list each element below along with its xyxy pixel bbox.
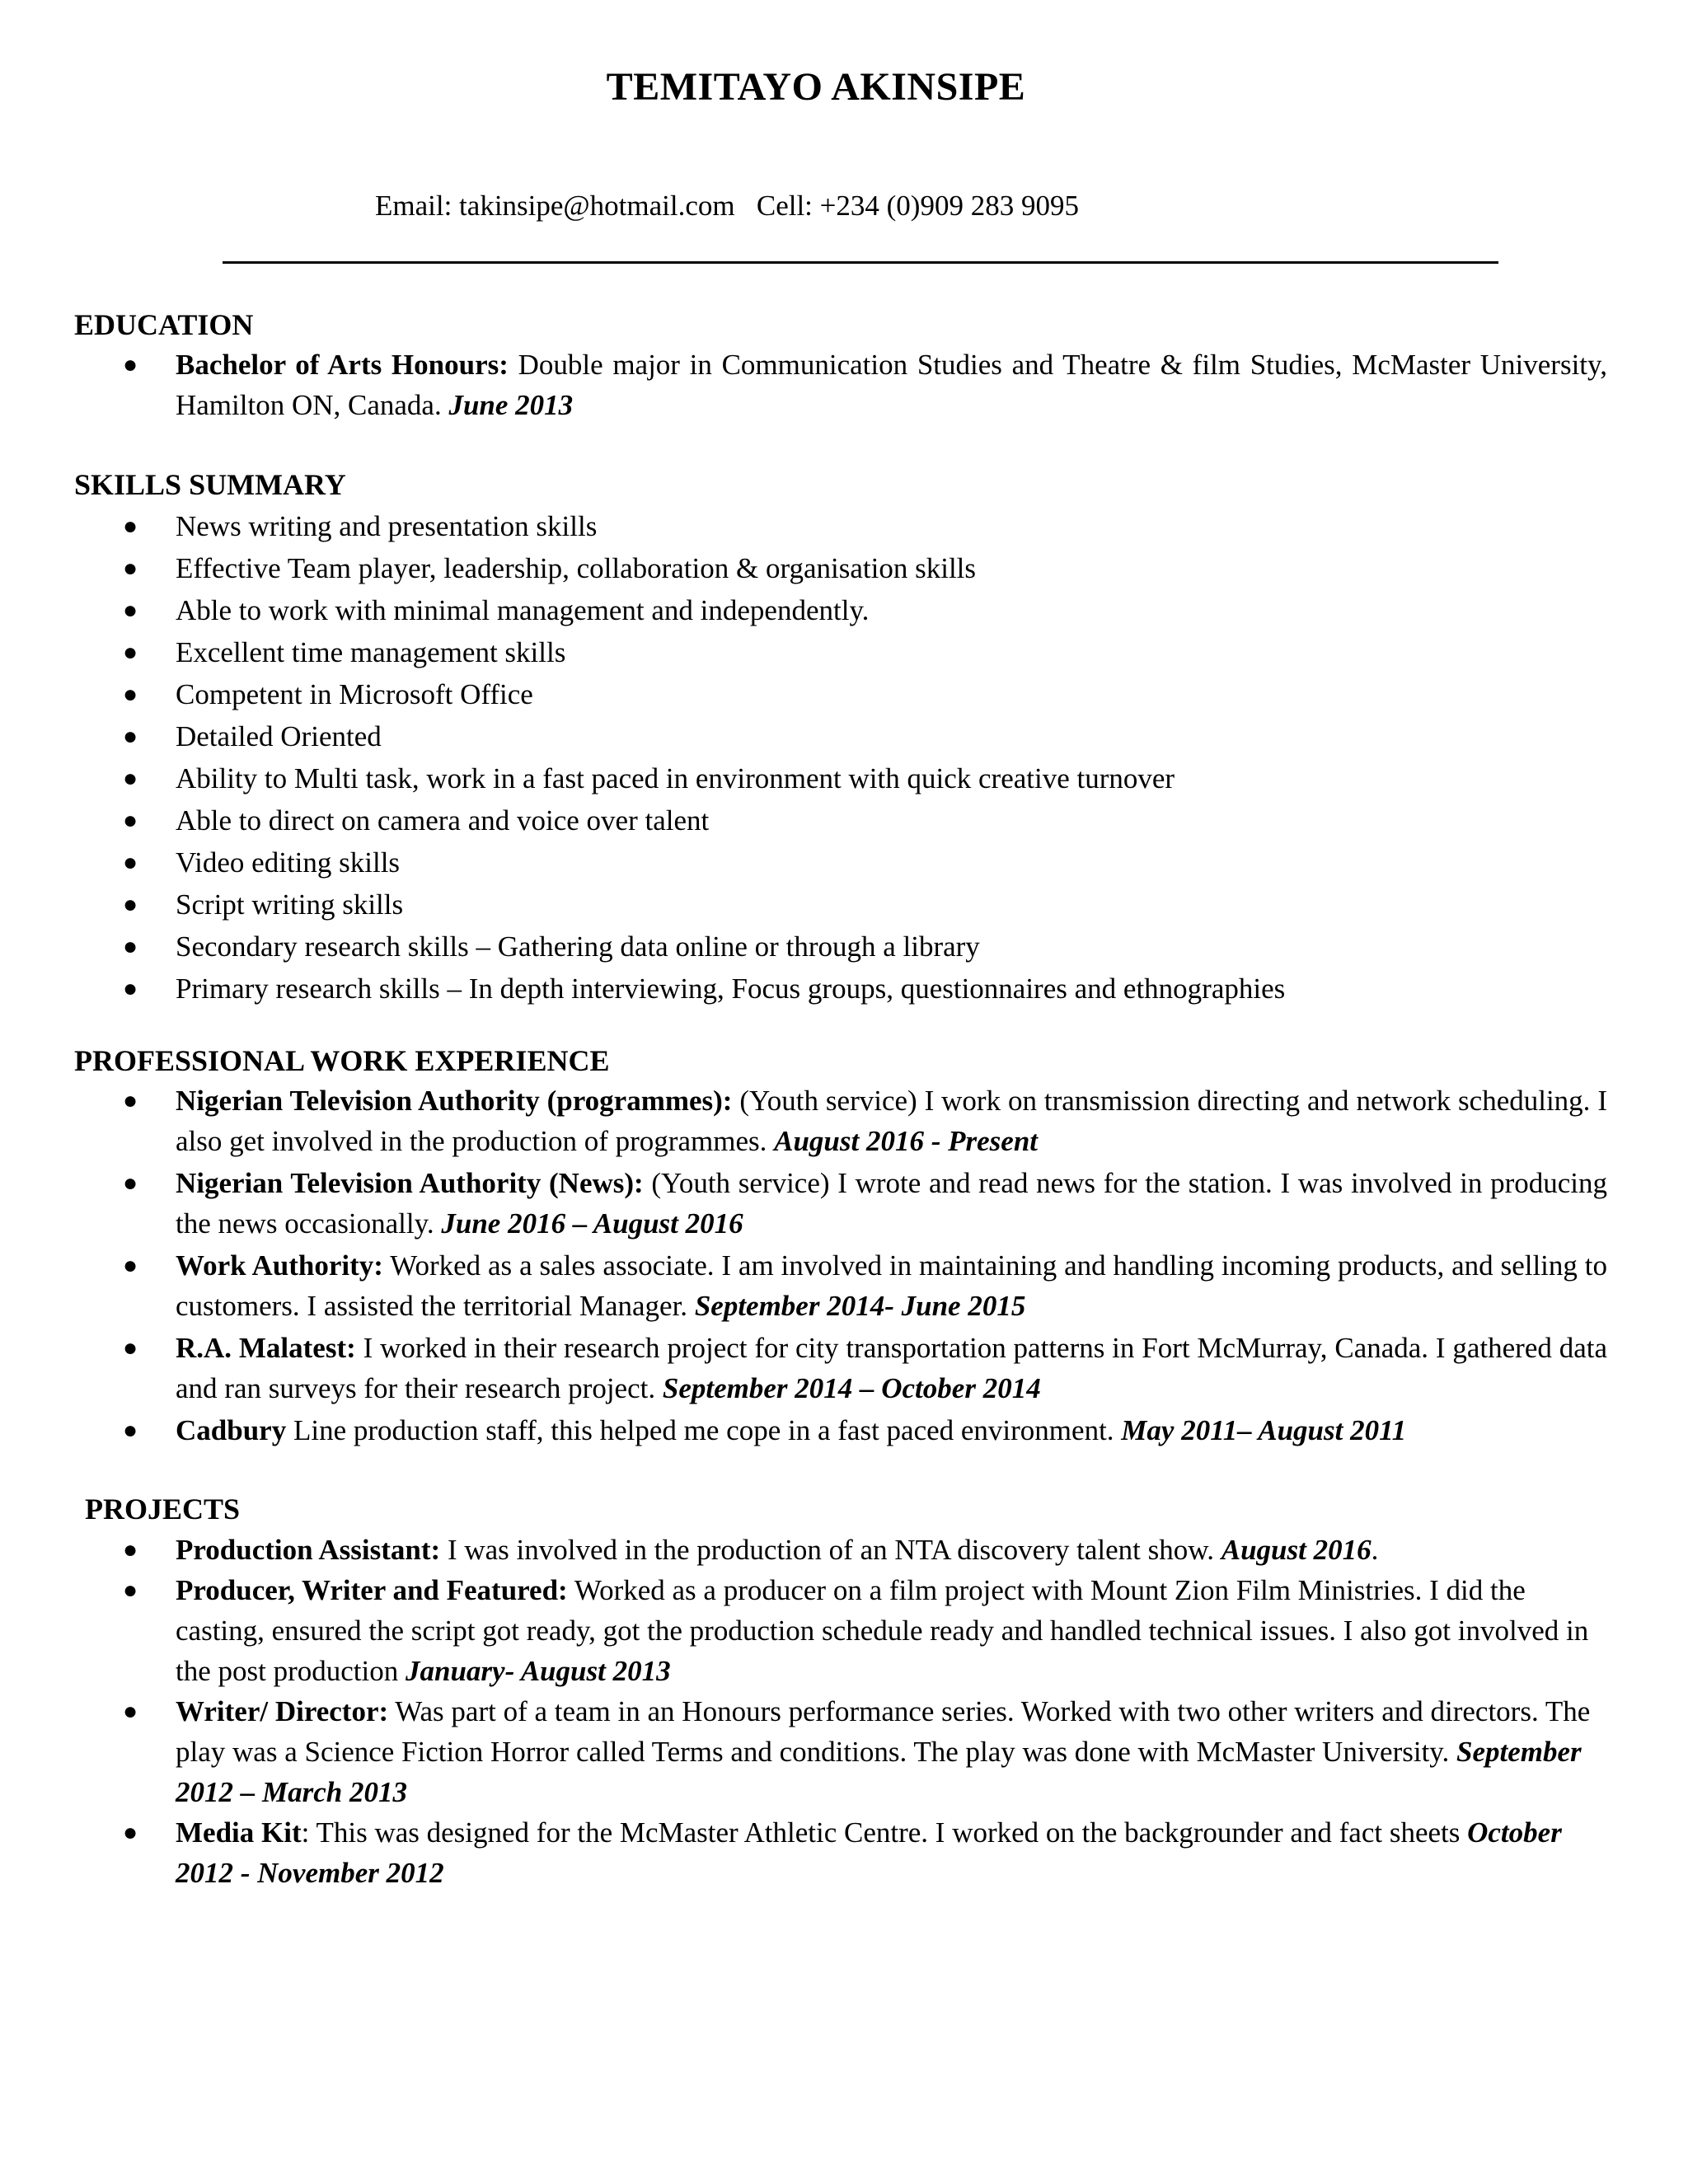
- item-date: June 2013: [448, 389, 574, 421]
- header-divider: [223, 261, 1498, 264]
- bullet-icon: ●: [123, 555, 138, 582]
- skill-item: [0, 632, 1607, 674]
- item-date: August 2016 - Present: [774, 1125, 1039, 1157]
- skills-list: [0, 506, 1688, 1010]
- skill-text: Primary research skills – In depth interviewing, Focus groups, questionnaires and ethnographies: [176, 972, 1286, 1005]
- skill-item: [0, 884, 1607, 926]
- item-text: Worked as a sales associate. I am involved in maintaining and handling incoming products, and selling to customers. I assisted the territorial Manager.: [176, 1249, 1608, 1322]
- bullet-icon: ●: [123, 1698, 138, 1725]
- skill-text: Detailed Oriented: [176, 720, 382, 752]
- skills-heading: SKILLS SUMMARY: [74, 468, 346, 501]
- experience-item: [0, 1163, 1607, 1244]
- project-item: [0, 1691, 1607, 1812]
- projects-heading: PROJECTS: [85, 1493, 241, 1526]
- bullet-icon: ●: [123, 351, 138, 378]
- skill-text: Ability to Multi task, work in a fast paced in environment with quick creative turnover: [176, 762, 1175, 794]
- item-title: Work Authority:: [176, 1249, 383, 1282]
- skill-text: Able to direct on camera and voice over talent: [176, 804, 710, 837]
- item-text: (Youth service) I wrote and read news for the station. I was involved in producing the news occasionally.: [176, 1167, 1607, 1240]
- skill-item: [0, 674, 1607, 716]
- skill-item: [0, 590, 1607, 632]
- skill-text: Script writing skills: [176, 888, 404, 921]
- item-after: .: [1371, 1534, 1379, 1566]
- experience-list: [0, 1080, 1688, 1452]
- skill-text: News writing and presentation skills: [176, 510, 598, 542]
- item-date: June 2016 – August 2016: [441, 1207, 743, 1240]
- bullet-icon: ●: [123, 849, 138, 876]
- bullet-icon: ●: [123, 975, 138, 1002]
- bullet-icon: ●: [123, 639, 138, 666]
- applicant-name: TEMITAYO AKINSIPE: [606, 65, 1026, 109]
- item-text: (Youth service) I work on transmission directing and network scheduling. I also get involved in the production of programmes.: [176, 1085, 1607, 1157]
- skill-item: [0, 926, 1607, 968]
- item-date: January- August 2013: [406, 1655, 671, 1687]
- bullet-icon: ●: [123, 807, 138, 834]
- item-text: : This was designed for the McMaster Athletic Centre. I worked on the backgrounder and fact sheets: [301, 1816, 1468, 1849]
- skill-item: [0, 548, 1607, 590]
- experience-item: [0, 1328, 1607, 1408]
- item-text: I was involved in the production of an NTA discovery talent show.: [440, 1534, 1221, 1566]
- skill-item: [0, 506, 1607, 548]
- item-title: Bachelor of Arts Honours:: [176, 349, 509, 381]
- skill-item: [0, 716, 1607, 758]
- education-item: [0, 344, 1607, 425]
- bullet-icon: ●: [123, 891, 138, 918]
- item-date: October 2012 - November 2012: [176, 1816, 1562, 1889]
- item-text: Worked as a producer on a film project with Mount Zion Film Ministries. I did the casting, ensured the script got ready, got the production schedule ready and handled technical issues. I also got involved in the post production: [176, 1574, 1589, 1687]
- skill-item: [0, 800, 1607, 842]
- bullet-icon: ●: [123, 933, 138, 960]
- skill-text: Able to work with minimal management and independently.: [176, 594, 870, 626]
- skill-item: [0, 842, 1607, 884]
- item-title: Nigerian Television Authority (News):: [176, 1167, 644, 1199]
- item-date: May 2011– August 2011: [1121, 1414, 1407, 1446]
- item-date: August 2016: [1221, 1534, 1372, 1566]
- item-text: Line production staff, this helped me cope in a fast paced environment.: [286, 1414, 1122, 1446]
- experience-item: [0, 1080, 1607, 1161]
- item-text: Was part of a team in an Honours performance series. Worked with two other writers and directors. The play was a Science Fiction Horror called Terms and conditions. The play was done with McMaster University.: [176, 1695, 1591, 1768]
- item-title: R.A. Malatest:: [176, 1332, 356, 1364]
- skill-item: [0, 968, 1607, 1010]
- project-item: [0, 1570, 1607, 1691]
- skill-item: [0, 758, 1607, 800]
- bullet-icon: ●: [123, 1417, 138, 1444]
- experience-item: [0, 1245, 1607, 1326]
- skill-text: Excellent time management skills: [176, 636, 566, 668]
- project-item: [0, 1530, 1607, 1570]
- item-title: Media Kit: [176, 1816, 302, 1849]
- bullet-icon: ●: [123, 1577, 138, 1604]
- item-text: Double major in Communication Studies and Theatre & film Studies, McMaster University, Hamilton ON, Canada.: [176, 349, 1607, 421]
- item-title: Writer/ Director:: [176, 1695, 389, 1727]
- item-date: September 2014 – October 2014: [662, 1372, 1041, 1404]
- skill-text: Video editing skills: [176, 846, 401, 879]
- bullet-icon: ●: [123, 1169, 138, 1197]
- item-title: Producer, Writer and Featured:: [176, 1574, 568, 1606]
- experience-heading: PROFESSIONAL WORK EXPERIENCE: [74, 1044, 610, 1077]
- bullet-icon: ●: [123, 1087, 138, 1114]
- bullet-icon: ●: [123, 597, 138, 624]
- item-title: Production Assistant:: [176, 1534, 441, 1566]
- experience-item: [0, 1410, 1607, 1451]
- item-title: Nigerian Television Authority (programmes):: [176, 1085, 733, 1117]
- bullet-icon: ●: [123, 1334, 138, 1361]
- bullet-icon: ●: [123, 513, 138, 540]
- bullet-icon: ●: [123, 1536, 138, 1563]
- bullet-icon: ●: [123, 1819, 138, 1846]
- skill-text: Secondary research skills – Gathering data online or through a library: [176, 930, 980, 963]
- item-title: Cadbury: [176, 1414, 287, 1446]
- item-date: September 2014- June 2015: [694, 1290, 1026, 1322]
- bullet-icon: ●: [123, 765, 138, 792]
- bullet-icon: ●: [123, 723, 138, 750]
- education-heading: EDUCATION: [74, 308, 254, 341]
- skill-text: Competent in Microsoft Office: [176, 678, 533, 710]
- skill-text: Effective Team player, leadership, collaboration & organisation skills: [176, 552, 977, 584]
- contact-line: Email: takinsipe@hotmail.com Cell: +234 (0)909 283 9095: [375, 190, 1079, 222]
- item-text: I worked in their research project for city transportation patterns in Fort McMurray, Canada. I gathered data and ran surveys for their research project.: [176, 1332, 1607, 1404]
- bullet-icon: ●: [123, 681, 138, 708]
- education-list: [0, 344, 1688, 425]
- item-date: September 2012 – March 2013: [176, 1736, 1582, 1808]
- projects-list: [0, 1530, 1688, 1893]
- project-item: [0, 1812, 1607, 1893]
- bullet-icon: ●: [123, 1252, 138, 1279]
